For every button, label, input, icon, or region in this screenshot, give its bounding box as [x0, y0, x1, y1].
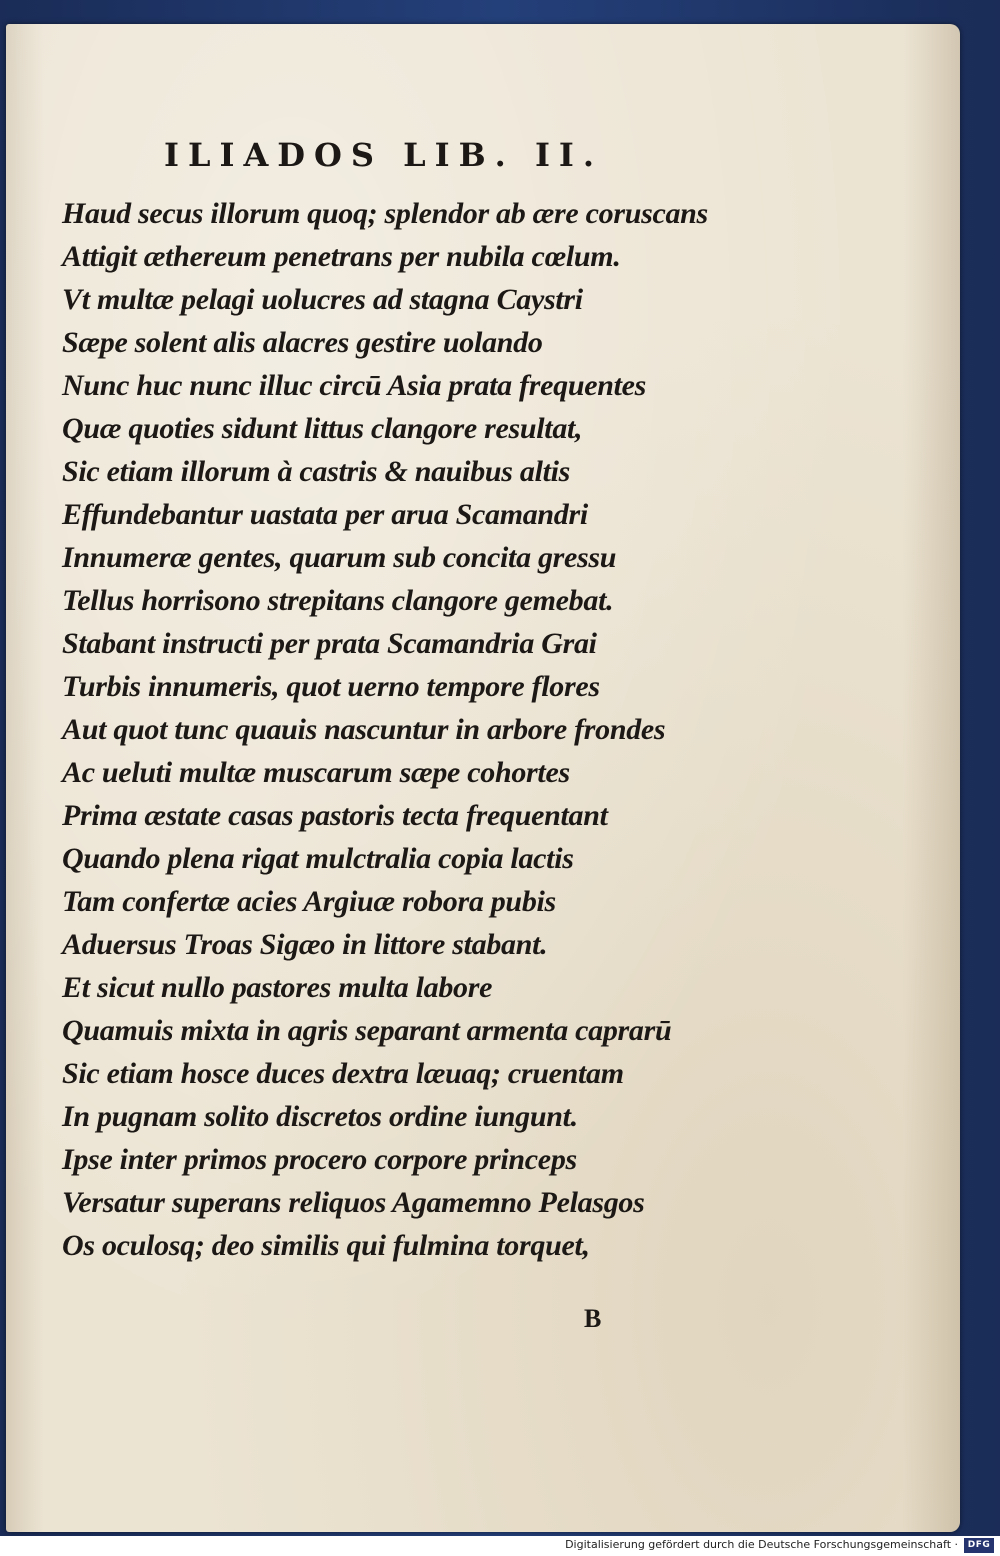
- verse-line: Quæ quoties sidunt littus clangore resultat,: [62, 412, 583, 445]
- verse-block: [62, 192, 708, 1267]
- verse-line: Et sicut nullo pastores multa labore: [62, 971, 493, 1004]
- funding-credit: Digitalisierung gefördert durch die Deutsche Forschungsgemeinschaft ·: [565, 1538, 958, 1551]
- verse-line: Sic etiam hosce duces dextra læuaq; cruentam: [62, 1057, 624, 1090]
- verse-line: Prima æstate casas pastoris tecta frequentant: [62, 799, 608, 832]
- verse-line: Aduersus Troas Sigæo in littore stabant.: [62, 928, 548, 961]
- verse-line: Effundebantur uastata per arua Scamandri: [62, 498, 588, 531]
- verse-line: Sæpe solent alis alacres gestire uolando: [62, 326, 543, 359]
- digitization-footer: [0, 1536, 1000, 1556]
- verse-line: Vt multæ pelagi uolucres ad stagna Caystri: [62, 283, 583, 316]
- book-page: [6, 24, 960, 1532]
- verse-line: In pugnam solito discretos ordine iungunt.: [62, 1100, 578, 1133]
- running-head: ILIADOS LIB. II.: [164, 136, 604, 174]
- verse-line: Aut quot tunc quauis nascuntur in arbore frondes: [62, 713, 666, 746]
- verse-line: Quamuis mixta in agris separant armenta caprarū: [62, 1014, 672, 1047]
- dfg-logo-icon: DFG: [964, 1538, 994, 1553]
- verse-line: Haud secus illorum quoq; splendor ab ære coruscans: [62, 197, 708, 230]
- verse-line: Tam confertæ acies Argiuæ robora pubis: [62, 885, 556, 918]
- verse-line: Stabant instructi per prata Scamandria Grai: [62, 627, 597, 660]
- verse-line: Sic etiam illorum à castris & nauibus altis: [62, 455, 571, 488]
- verse-line: Ac ueluti multæ muscarum sæpe cohortes: [62, 756, 570, 789]
- verse-line: Turbis innumeris, quot uerno tempore flores: [62, 670, 600, 703]
- signature-mark: B: [584, 1304, 602, 1333]
- verse-line: Versatur superans reliquos Agamemno Pelasgos: [62, 1186, 645, 1219]
- verse-line: Attigit æthereum penetrans per nubila cœlum.: [62, 240, 621, 273]
- verse-line: Innumeræ gentes, quarum sub concita gressu: [62, 541, 617, 574]
- verse-line: Quando plena rigat mulctralia copia lactis: [62, 842, 574, 875]
- verse-line: Tellus horrisono strepitans clangore gemebat.: [62, 584, 614, 617]
- verse-line: Nunc huc nunc illuc circū Asia prata frequentes: [62, 369, 647, 402]
- verse-line: Ipse inter primos procero corpore princeps: [62, 1143, 577, 1176]
- verse-line: Os oculosq; deo similis qui fulmina torquet,: [62, 1229, 590, 1262]
